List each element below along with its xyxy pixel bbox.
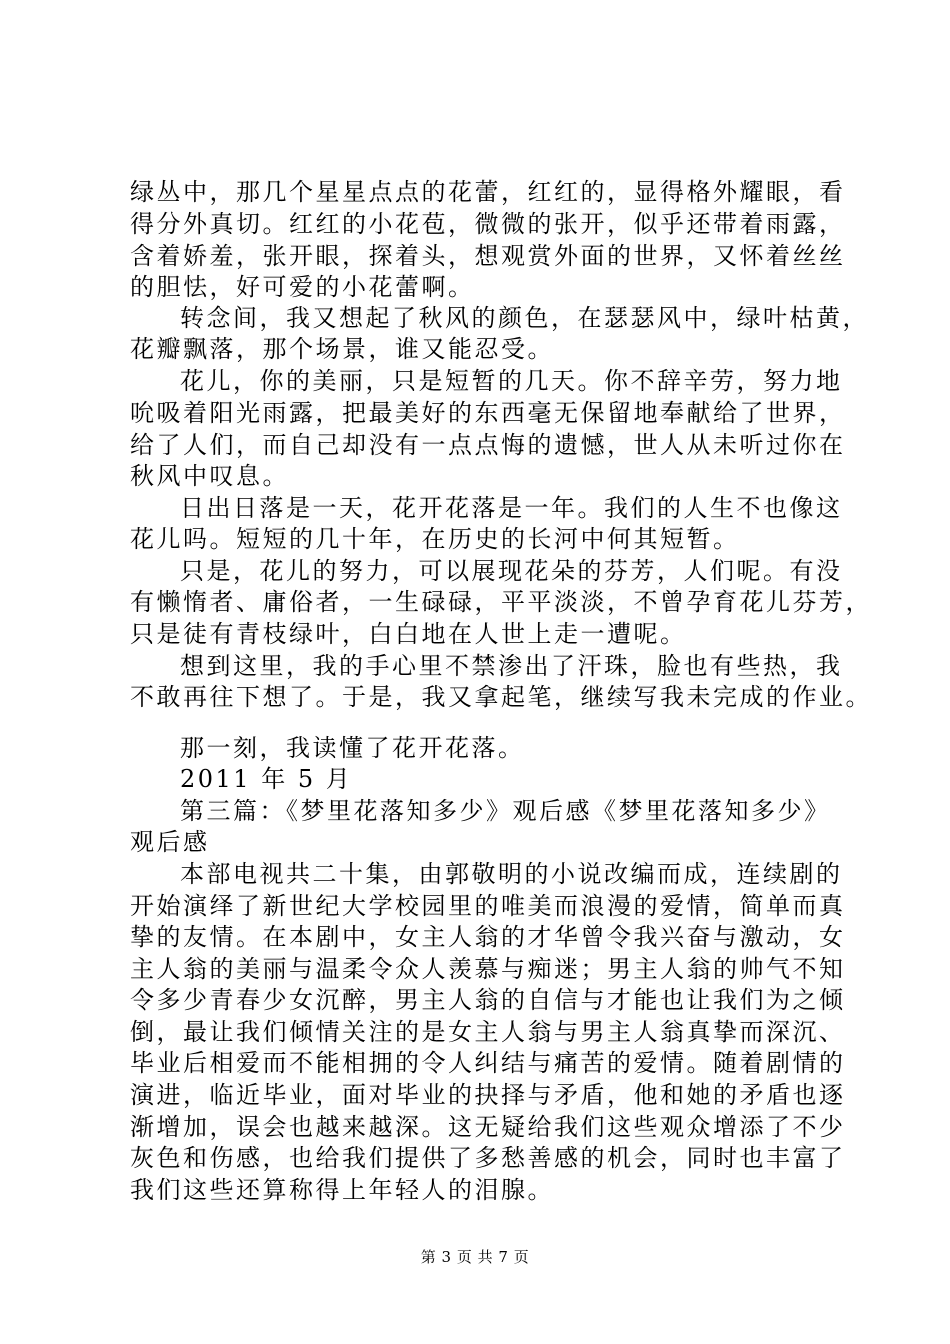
section-heading: 第三篇：《梦里花落知多少》观后感《梦里花落知多少》 [180,797,831,825]
text-line: 花儿吗。短短的几十年，在历史的长河中何其短暂。 [130,525,740,553]
text-line: 主人翁的美丽与温柔令众人羡慕与痴迷；男主人翁的帅气不知 [130,955,846,983]
text-line: 我们这些还算称得上年轻人的泪腺。 [130,1176,554,1204]
paragraph-start: 本部电视共二十集，由郭敬明的小说改编而成，连续剧的 [180,860,843,888]
text-line: 毕业后相爱而不能相拥的令人纠结与痛苦的爱情。随着剧情的 [130,1049,846,1077]
paragraph-start: 花儿，你的美丽，只是短暂的几天。你不辞辛劳，努力地 [180,367,843,395]
date-line: 2011 年 5 月 [180,765,353,793]
text-line: 挚的友情。在本剧中，女主人翁的才华曾令我兴奋与激动，女 [130,923,846,951]
text-line: 开始演绎了新世纪大学校园里的唯美而浪漫的爱情，简单而真 [130,892,846,920]
paragraph-start: 日出日落是一天，花开花落是一年。我们的人生不也像这 [180,494,843,522]
text-line: 绿丛中，那几个星星点点的花蕾，红红的，显得格外耀眼，看 [130,178,846,206]
text-line: 令多少青春少女沉醉，男主人翁的自信与才能也让我们为之倾 [130,986,846,1014]
paragraph-start: 只是，花儿的努力，可以展现花朵的芬芳，人们呢。有没 [180,557,843,585]
text-line: 演进，临近毕业，面对毕业的抉择与矛盾，他和她的矛盾也逐 [130,1081,846,1109]
paragraph-start: 那一刻，我读懂了花开花落。 [180,734,525,762]
page-footer: 第 3 页 共 7 页 [420,1248,530,1266]
text-line: 不敢再往下想了。于是，我又拿起笔，继续写我未完成的作业。 [130,683,872,711]
text-line: 渐增加，误会也越来越深。这无疑给我们这些观众增添了不少 [130,1113,846,1141]
section-heading-continued: 观后感 [130,828,210,856]
text-line: 给了人们，而自己却没有一点点悔的遗憾，世人从未听过你在 [130,431,846,459]
text-line: 花瓣飘落，那个场景，谁又能忍受。 [130,335,554,363]
text-line: 吮吸着阳光雨露，把最美好的东西毫无保留地奉献给了世界， [130,399,846,427]
text-line: 秋风中叹息。 [130,462,289,490]
text-line: 含着娇羞，张开眼，探着头，想观赏外面的世界，又怀着丝丝 [130,242,846,270]
text-line: 倒，最让我们倾情关注的是女主人翁与男主人翁真挚而深沉、 [130,1018,846,1046]
text-line: 有懒惰者、庸俗者，一生碌碌，平平淡淡，不曾孕育花儿芬芳， [130,588,872,616]
paragraph-start: 想到这里，我的手心里不禁渗出了汗珠，脸也有些热，我 [180,652,843,680]
text-line: 只是徒有青枝绿叶，白白地在人世上走一遭呢。 [130,620,687,648]
text-line: 得分外真切。红红的小花苞，微微的张开，似乎还带着雨露， [130,210,846,238]
paragraph-start: 转念间，我又想起了秋风的颜色，在瑟瑟风中，绿叶枯黄， [180,304,869,332]
text-line: 的胆怯，好可爱的小花蕾啊。 [130,273,475,301]
text-line: 灰色和伤感，也给我们提供了多愁善感的机会，同时也丰富了 [130,1144,846,1172]
